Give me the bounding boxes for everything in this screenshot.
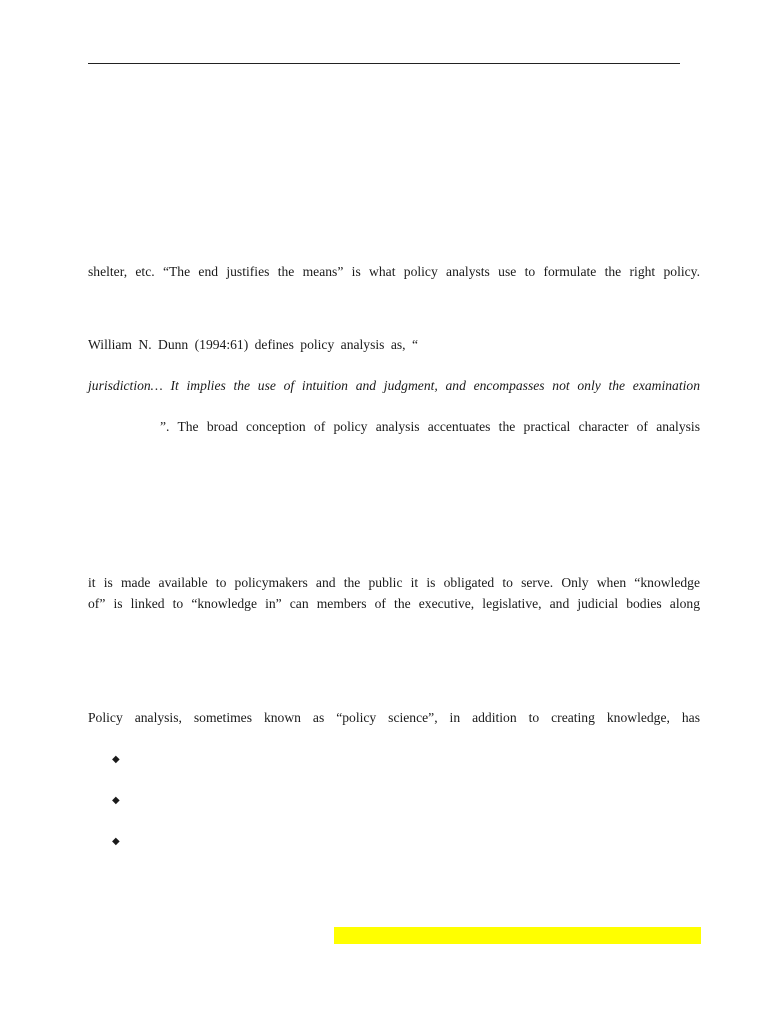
text-line-3: jurisdiction… It implies the use of intuition and judgment, and encompasses not only the examination: [88, 378, 700, 393]
bullet-icon: ◆: [112, 795, 120, 806]
text-line-2: William N. Dunn (1994:61) defines policy analysis as, “: [88, 337, 419, 352]
bullet-icon: ◆: [112, 836, 120, 847]
text-line-7: Policy analysis, sometimes known as “policy science”, in addition to creating knowledge, has: [88, 710, 700, 725]
text-line-1: shelter, etc. “The end justifies the means” is what policy analysts use to formulate the right policy.: [88, 264, 700, 279]
text-line-5: it is made available to policymakers and the public it is obligated to serve. Only when “knowledge: [88, 575, 700, 590]
text-line-6: of” is linked to “knowledge in” can members of the executive, legislative, and judicial bodies along: [88, 596, 700, 611]
bullet-icon: ◆: [112, 754, 120, 765]
text-line-4: ”. The broad conception of policy analysis accentuates the practical character of analysis: [160, 419, 700, 434]
highlight-bar: [334, 927, 701, 944]
header-rule: [88, 63, 680, 64]
